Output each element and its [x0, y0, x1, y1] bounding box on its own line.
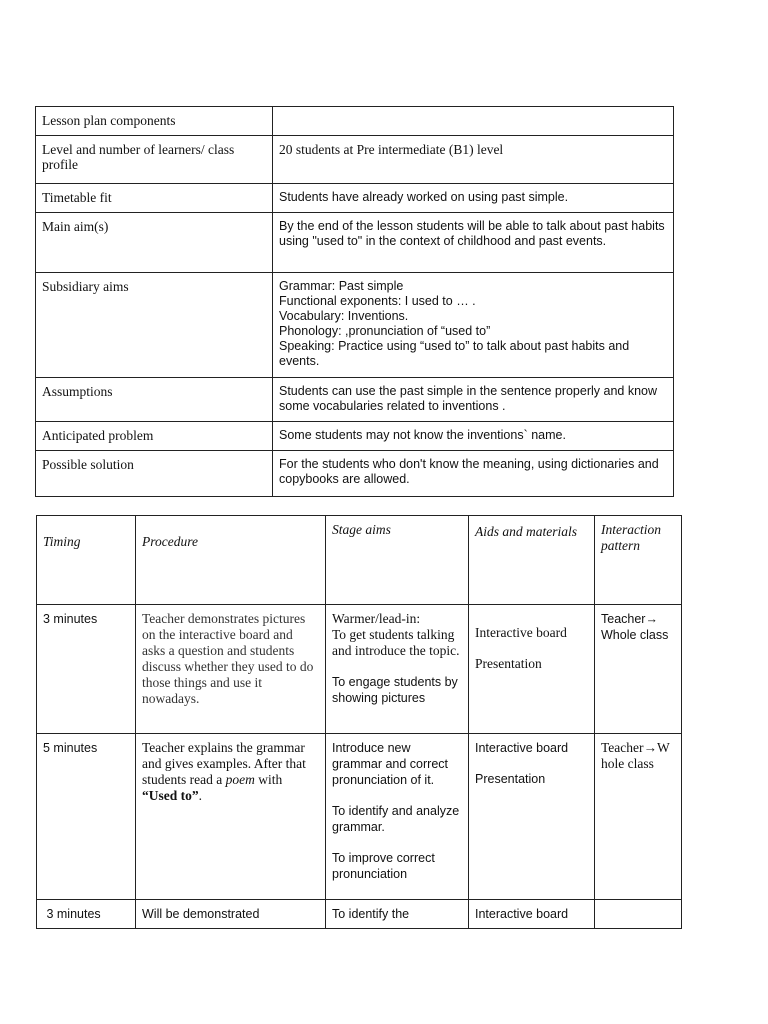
row-value: 20 students at Pre intermediate (B1) level [273, 136, 674, 184]
procedure-table [36, 515, 682, 929]
row-value: By the end of the lesson students will be able to talk about past habits using "used to" in the context of childhood and past events. [273, 213, 674, 273]
stage-aim: To engage students by showing pictures [332, 675, 458, 705]
header-stage-aims: Stage aims [326, 516, 469, 605]
row-value: Students have already worked on using past simple. [273, 184, 674, 213]
procedure-cell: Will be demonstrated [136, 900, 326, 929]
procedure-text: Teacher explains the grammar and gives examples. After that students read a [142, 740, 306, 787]
subsidiary-aim: Phonology: ,pronunciation of “used to” [279, 324, 491, 338]
stage-aims-cell: To identify the [326, 900, 469, 929]
subsidiary-aim: Vocabulary: Inventions. [279, 309, 409, 323]
header-aids: Aids and materials [469, 516, 595, 605]
row-label: Assumptions [36, 378, 273, 422]
stage-aim: To get students talking and introduce the topic. [332, 627, 460, 658]
stage-aim: Introduce new grammar and correct pronunciation of it. [332, 741, 449, 787]
aids-cell [469, 605, 595, 734]
table-row [37, 605, 682, 734]
row-label: Level and number of learners/ class profile [36, 136, 273, 184]
row-value: Students can use the past simple in the sentence properly and know some vocabularies related to inventions . [273, 378, 674, 422]
header-procedure: Procedure [136, 516, 326, 605]
row-label: Main aim(s) [36, 213, 273, 273]
interaction-cell: Teacher→ Whole class [595, 605, 682, 734]
aids-cell [469, 734, 595, 900]
row-value: Some students may not know the inventions` name. [273, 422, 674, 451]
poem-word: poem [225, 772, 255, 787]
header-timing: Timing [37, 516, 136, 605]
spacer [332, 788, 462, 803]
table-row [36, 184, 674, 213]
stage-aims-cell [326, 605, 469, 734]
subsidiary-aim: Speaking: Practice using “used to” to talk about past habits and events. [279, 339, 630, 368]
procedure-cell [136, 734, 326, 900]
subsidiary-aim: Grammar: Past simple [279, 279, 404, 293]
header-row [37, 516, 682, 605]
procedure-cell: Teacher demonstrates pictures on the interactive board and asks a question and students discuss whether they used to do those things and use it nowadays. [136, 605, 326, 734]
table-row [36, 451, 674, 497]
table-row [36, 107, 674, 136]
aid-item: Interactive board [475, 741, 569, 755]
row-value [273, 273, 674, 378]
stage-aim: To improve correct pronunciation [332, 851, 435, 881]
row-label: Subsidiary aims [36, 273, 273, 378]
row-value: For the students who don't know the meaning, using dictionaries and copybooks are allowed. [273, 451, 674, 497]
row-label: Timetable fit [36, 184, 273, 213]
stage-aim: To identify and analyze grammar. [332, 804, 460, 834]
interaction-cell [595, 900, 682, 929]
aid-item: Presentation [475, 656, 542, 671]
aid-item: Presentation [475, 772, 546, 786]
lesson-plan-table [35, 106, 674, 497]
procedure-text: with [254, 772, 283, 787]
subsidiary-aim: Functional exponents: I used to … . [279, 294, 476, 308]
row-label: Lesson plan components [36, 107, 273, 136]
table-row [36, 273, 674, 378]
stage-aim-title: Warmer/lead-in: [332, 611, 421, 626]
spacer [332, 659, 462, 674]
timing-cell: 3 minutes [37, 900, 136, 929]
stage-aims-cell [326, 734, 469, 900]
aid-item: Interactive board [475, 625, 567, 640]
table-row [37, 900, 682, 929]
table-row [36, 136, 674, 184]
row-value [273, 107, 674, 136]
interaction-cell: Teacher→Whole class [595, 734, 682, 900]
table-row [36, 213, 674, 273]
aids-cell: Interactive board [469, 900, 595, 929]
spacer [332, 835, 462, 850]
table-row [36, 378, 674, 422]
table-row [37, 734, 682, 900]
procedure-text: . [198, 788, 202, 803]
header-interaction: Interaction pattern [595, 516, 682, 605]
row-label: Possible solution [36, 451, 273, 497]
timing-cell: 3 minutes [37, 605, 136, 734]
used-to-phrase: “Used to” [142, 788, 199, 803]
table-row [36, 422, 674, 451]
spacer [475, 641, 588, 656]
row-label: Anticipated problem [36, 422, 273, 451]
spacer [475, 756, 588, 771]
timing-cell: 5 minutes [37, 734, 136, 900]
